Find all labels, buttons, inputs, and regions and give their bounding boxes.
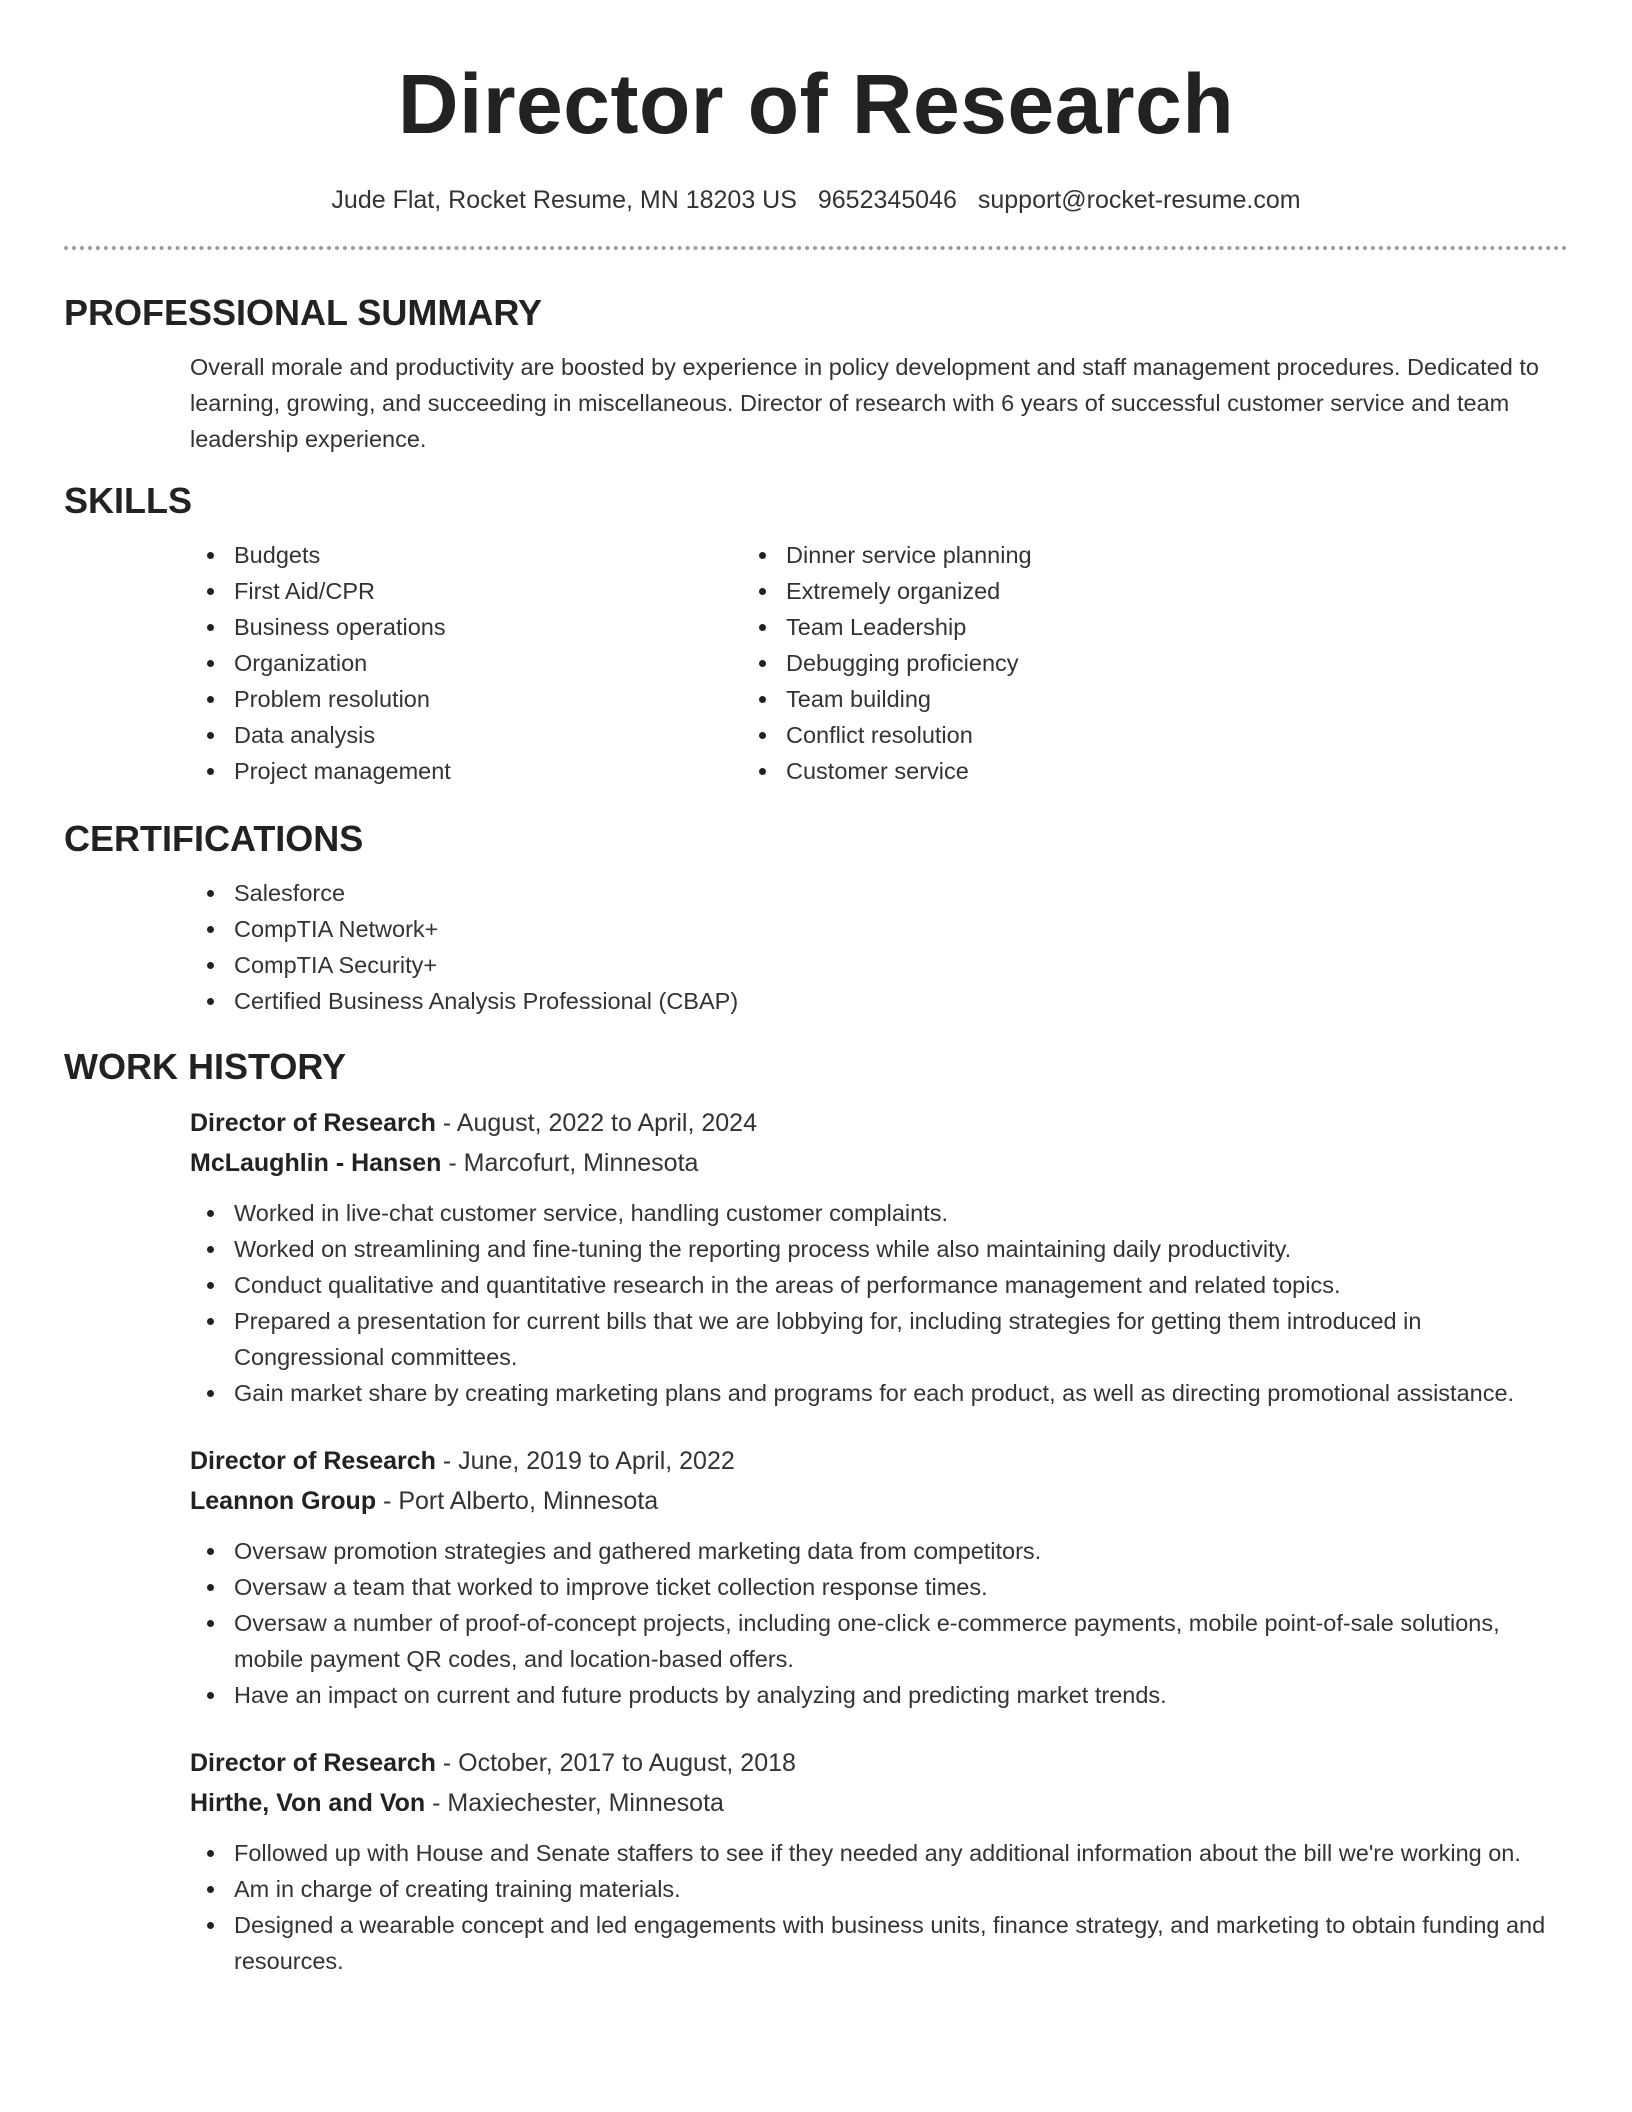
skills-list-right — [744, 537, 1424, 789]
list-item: Debugging proficiency — [786, 645, 1424, 681]
job-company-line — [190, 1143, 1568, 1183]
job-dates: - August, 2022 to April, 2024 — [435, 1109, 757, 1137]
list-item: Conflict resolution — [786, 717, 1424, 753]
list-item: Organization — [234, 645, 744, 681]
job-location: - Marcofurt, Minnesota — [441, 1149, 699, 1177]
list-item: Extremely organized — [786, 573, 1424, 609]
divider — [64, 246, 1568, 250]
list-item: Budgets — [234, 537, 744, 573]
address: Jude Flat, Rocket Resume, MN 18203 US — [331, 186, 797, 214]
list-item: Customer service — [786, 753, 1424, 789]
summary-heading: PROFESSIONAL SUMMARY — [64, 292, 543, 333]
job-dates: - October, 2017 to August, 2018 — [435, 1749, 796, 1777]
certifications-heading: CERTIFICATIONS — [64, 818, 364, 859]
list-item: Salesforce — [234, 875, 1568, 911]
list-item: Problem resolution — [234, 681, 744, 717]
list-item: Gain market share by creating marketing plans and programs for each product, as well as directing promotional assistance. — [234, 1375, 1568, 1411]
list-item: Oversaw a number of proof-of-concept projects, including one-click e-commerce payments, mobile point-of-sale solutions, mobile payment QR codes, and location-based offers. — [234, 1605, 1568, 1677]
list-item: First Aid/CPR — [234, 573, 744, 609]
list-item: Team building — [786, 681, 1424, 717]
job-company: McLaughlin - Hansen — [190, 1149, 442, 1177]
page-title: Director of Research — [397, 57, 1235, 151]
job-entry — [64, 1103, 1568, 1183]
summary-section — [64, 349, 1568, 457]
list-item: CompTIA Security+ — [234, 947, 1568, 983]
list-item: Designed a wearable concept and led engagements with business units, finance strategy, and marketing to obtain funding and resources. — [234, 1907, 1568, 1979]
job-bullets — [64, 1533, 1568, 1713]
list-item: Team Leadership — [786, 609, 1424, 645]
work-history-heading: WORK HISTORY — [64, 1046, 347, 1087]
list-item: Am in charge of creating training materials. — [234, 1871, 1568, 1907]
job-location: - Maxiechester, Minnesota — [425, 1789, 724, 1817]
list-item: Oversaw a team that worked to improve ticket collection response times. — [234, 1569, 1568, 1605]
list-item: Data analysis — [234, 717, 744, 753]
list-item: Followed up with House and Senate staffers to see if they needed any additional information about the bill we're working on. — [234, 1835, 1568, 1871]
skills-heading: SKILLS — [64, 480, 193, 521]
job-dates: - June, 2019 to April, 2022 — [435, 1447, 735, 1475]
list-item: Oversaw promotion strategies and gathered marketing data from competitors. — [234, 1533, 1568, 1569]
job-bullets — [64, 1835, 1568, 1979]
phone: 9652345046 — [817, 186, 957, 214]
list-item: CompTIA Network+ — [234, 911, 1568, 947]
job-title: Director of Research — [190, 1749, 436, 1777]
email: support@rocket-resume.com — [977, 186, 1301, 214]
skills-list-left — [64, 537, 744, 789]
job-company-line — [190, 1481, 1568, 1521]
job-entry — [64, 1743, 1568, 1823]
list-item: Certified Business Analysis Professional (CBAP) — [234, 983, 1568, 1019]
certifications-section — [64, 875, 1568, 1019]
job-entry — [64, 1441, 1568, 1521]
job-title-line — [190, 1441, 1568, 1481]
job-company: Leannon Group — [190, 1487, 377, 1515]
skills-column-left — [64, 537, 744, 789]
job-location: - Port Alberto, Minnesota — [376, 1487, 659, 1515]
job-title: Director of Research — [190, 1109, 436, 1137]
certifications-list — [64, 875, 1568, 1019]
list-item: Dinner service planning — [786, 537, 1424, 573]
list-item: Have an impact on current and future products by analyzing and predicting market trends. — [234, 1677, 1568, 1713]
job-company: Hirthe, Von and Von — [190, 1789, 426, 1817]
skills-section — [64, 537, 1568, 789]
list-item: Worked in live-chat customer service, handling customer complaints. — [234, 1195, 1568, 1231]
job-title-line — [190, 1103, 1568, 1143]
job-bullets — [64, 1195, 1568, 1411]
list-item: Worked on streamlining and fine-tuning the reporting process while also maintaining daily productivity. — [234, 1231, 1568, 1267]
job-title: Director of Research — [190, 1447, 436, 1475]
list-item: Prepared a presentation for current bills that we are lobbying for, including strategies for getting them introduced in Congressional committees. — [234, 1303, 1568, 1375]
list-item: Business operations — [234, 609, 744, 645]
list-item: Project management — [234, 753, 744, 789]
list-item: Conduct qualitative and quantitative research in the areas of performance management and related topics. — [234, 1267, 1568, 1303]
job-company-line — [190, 1783, 1568, 1823]
job-title-line — [190, 1743, 1568, 1783]
contact-line — [64, 184, 1568, 216]
summary-text: Overall morale and productivity are boosted by experience in policy development and staff management procedures. Dedicated to learning, growing, and succeeding in miscellaneous. Director of research with 6 years of successful customer service and team leadership experience. — [190, 354, 1539, 452]
skills-column-right — [744, 537, 1424, 789]
